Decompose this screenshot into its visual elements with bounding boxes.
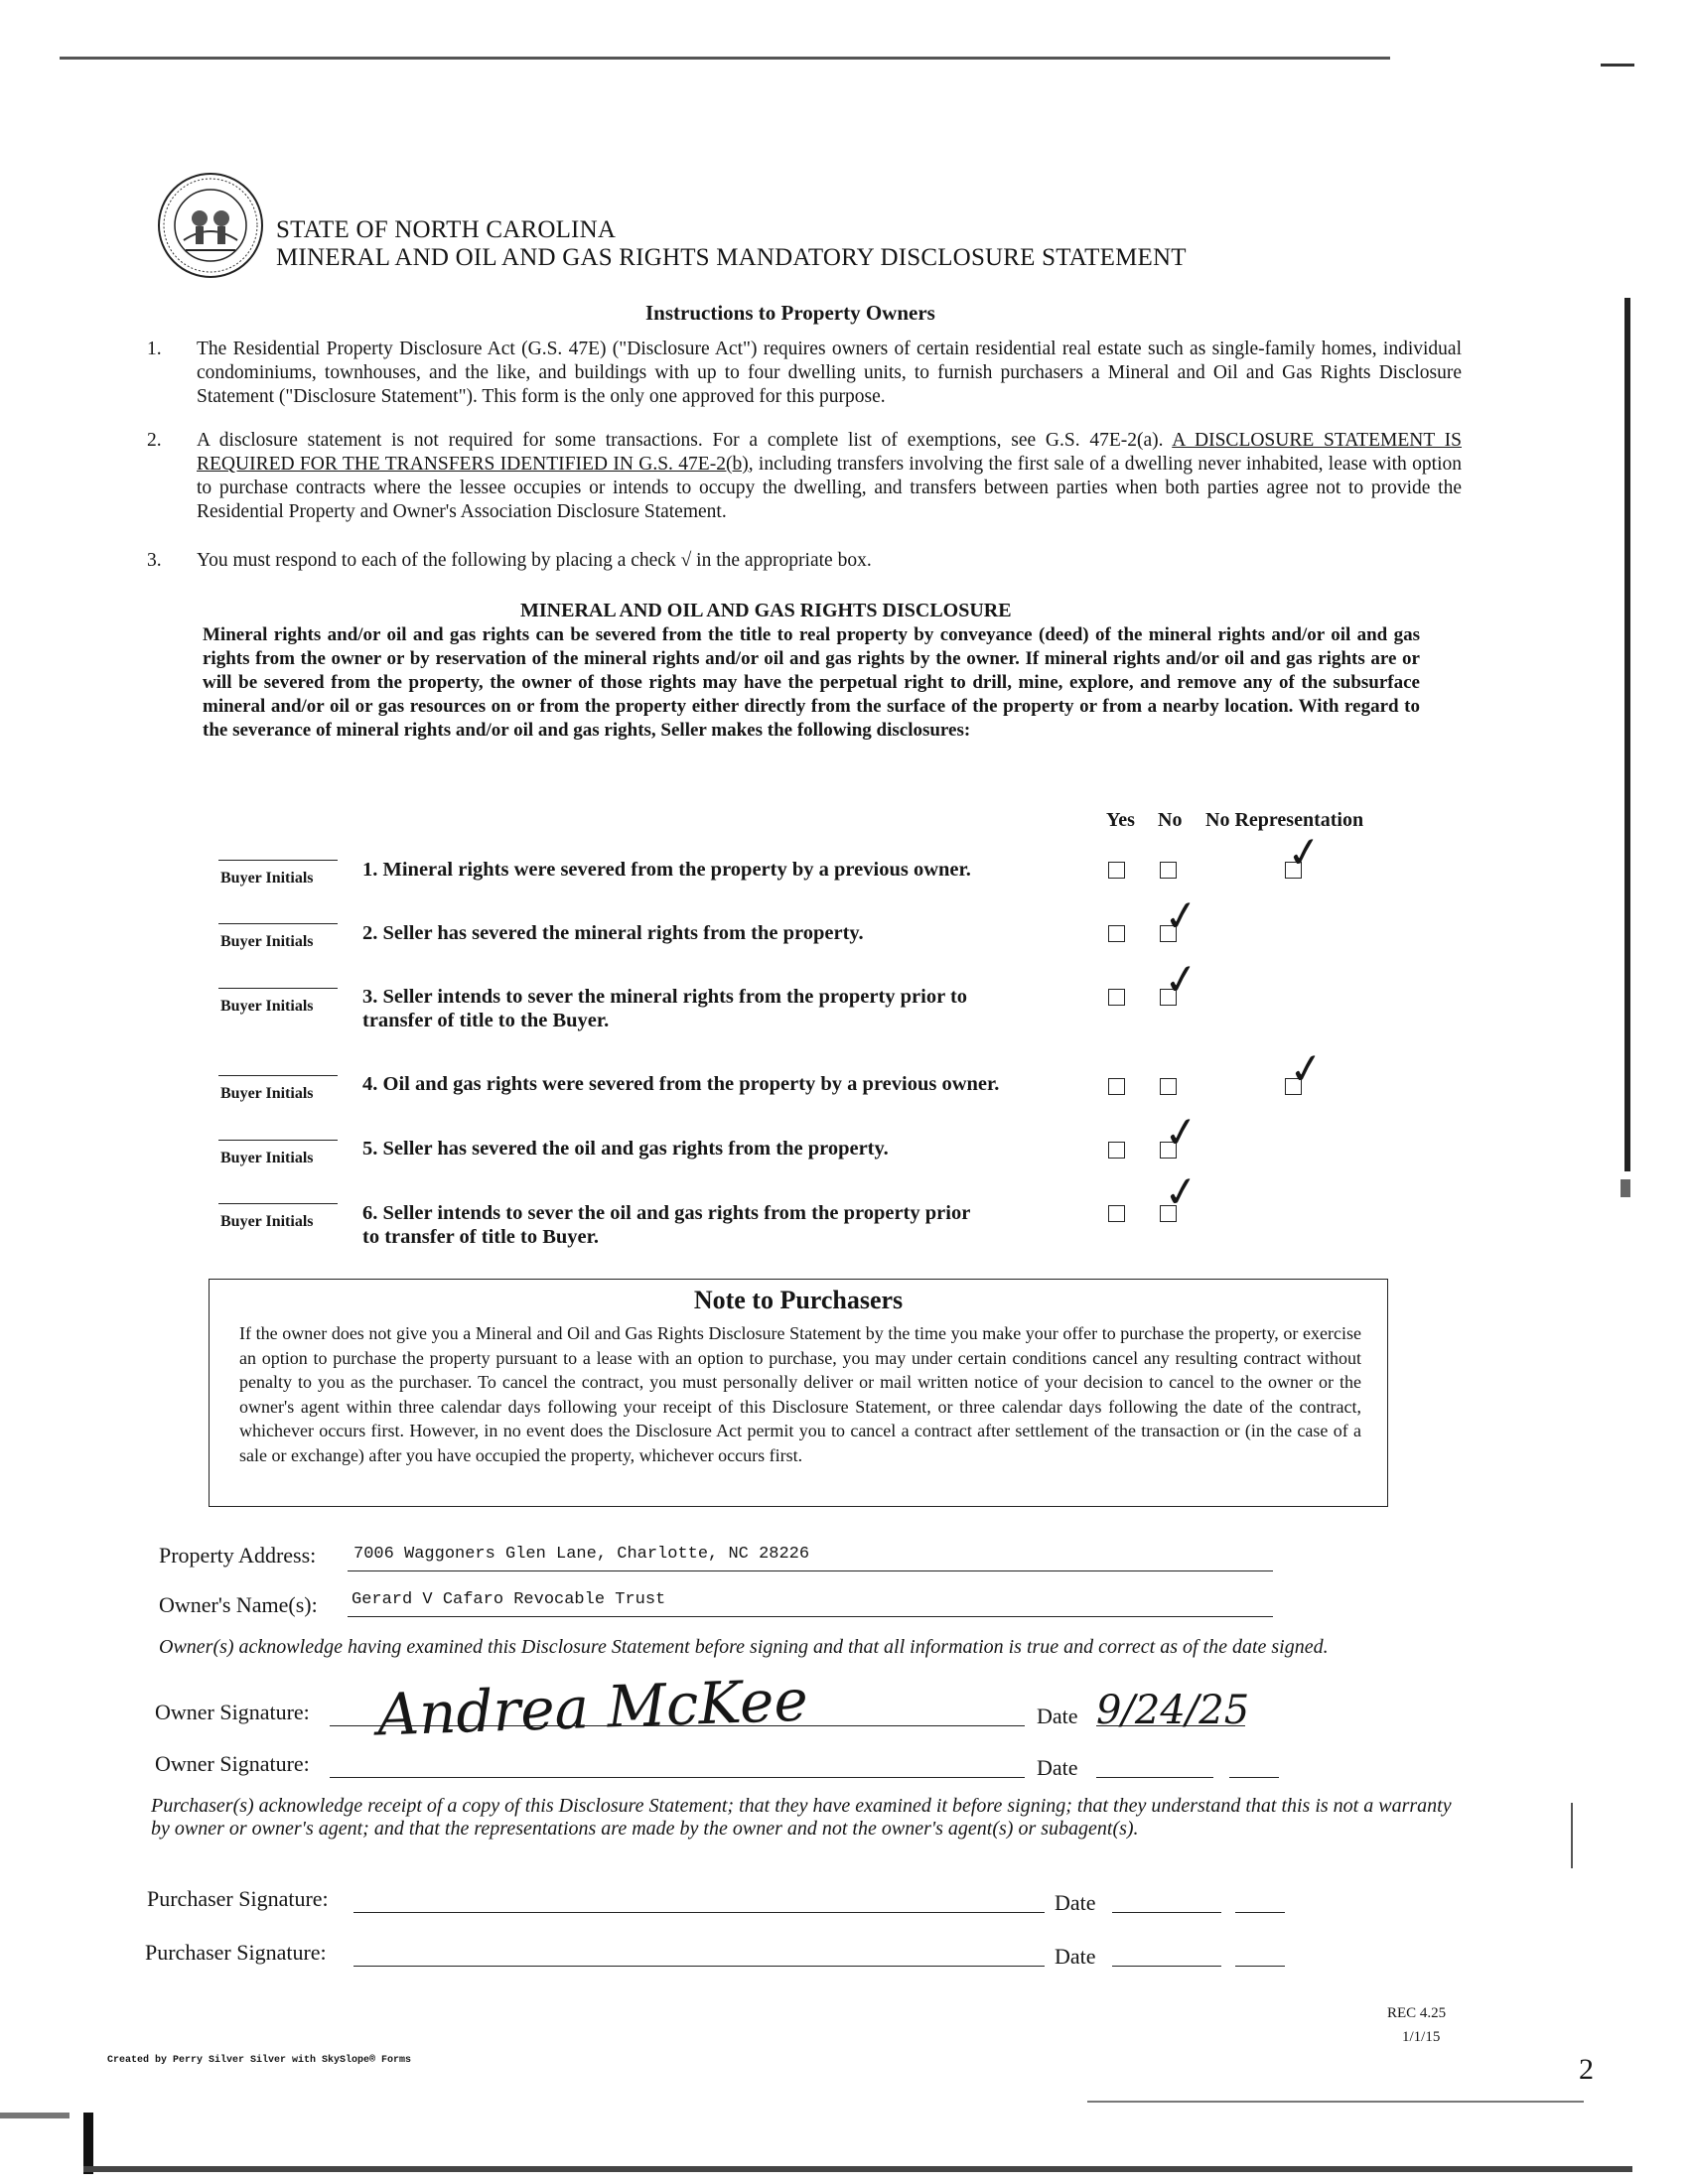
property-address-value: 7006 Waggoners Glen Lane, Charlotte, NC 28226 <box>353 1545 810 1564</box>
note-body: If the owner does not give you a Mineral and Oil and Gas Rights Disclosure Statement by the time you make your offer to purchase the property, or exercise an option to purchase the property pursuant to a lease with an option to purchase, you may under certain conditions cancel any resulting contract without penalty to you as the purchaser. To cancel the contract, you must personally deliver or mail written notice of your decision to cancel to the owner or the owner's agent within three calendar days following your receipt of this Disclosure Statement, or three calendar days following the date of the contract, whichever occurs first. However, in no event does the Disclosure Act permit you to cancel a contract after settlement of the transaction or (in the case of a sale or exchange) after you have occupied the property, whichever occurs first. <box>239 1323 1361 1465</box>
checkmark-icon: ✓ <box>1160 952 1202 1007</box>
checkbox-no-4[interactable] <box>1160 1078 1177 1095</box>
purchaser-acknowledgement: Purchaser(s) acknowledge receipt of a copy of this Disclosure Statement; that they have examined it before signing; that they understand that this is not a warranty by owner or owner's agent; and that the representations are made by the owner and not the owner's agent(s) or subagent(s). <box>151 1795 1452 1840</box>
owner-date-field-2[interactable] <box>1096 1761 1213 1778</box>
purchaser-year-field-1[interactable] <box>1235 1896 1285 1913</box>
checkmark-icon: ✓ <box>1285 1041 1328 1096</box>
instruction-text: You must respond to each of the following by placing a check √ in the appropriate box. <box>197 550 872 571</box>
checkmark-icon: ✓ <box>1283 825 1326 880</box>
purchaser-date-field-2[interactable] <box>1112 1950 1221 1967</box>
scan-artifact-bottom-bracket <box>83 2113 93 2174</box>
owner-signature-label: Owner Signature: <box>155 1700 310 1724</box>
owner-names-field[interactable] <box>348 1590 1273 1617</box>
instruction-text: A disclosure statement is not required for some transactions. For a complete list of exemptions, see G.S. 47E-2(a). <box>197 430 1173 451</box>
owner-signature-field-2[interactable] <box>330 1761 1025 1778</box>
scan-artifact-top-right <box>1601 64 1634 67</box>
date-label: Date <box>1055 1890 1096 1915</box>
instruction-text: The Residential Property Disclosure Act (G.S. 47E) ("Disclosure Act") requires owners of certain residential real estate such as single-family homes, individual condominiums, townhouses, and the like, and buildings with up to four dwelling units, to furnish purchasers a Mineral and Oil and Gas Rights Disclosure Statement ("Disclosure Statement"). This form is the only one approved for this purpose. <box>197 339 1462 407</box>
scan-artifact-bottom-rule <box>83 2166 1632 2172</box>
instruction-item-2 <box>147 429 1462 524</box>
checkbox-yes-2[interactable] <box>1108 925 1125 942</box>
buyer-initials-line[interactable] <box>218 988 338 989</box>
checkbox-no-1[interactable] <box>1160 862 1177 879</box>
instruction-number: 1. <box>147 339 162 359</box>
note-to-purchasers-box <box>209 1279 1388 1507</box>
scan-artifact-right-mark <box>1571 1803 1573 1868</box>
checkbox-yes-3[interactable] <box>1108 989 1125 1006</box>
disclosure-body: Mineral rights and/or oil and gas rights can be severed from the title to real property by conveyance (deed) of the mineral rights and/or oil and gas rights from the owner or by reservation of the mineral rights and/or oil and gas rights by the owner. If mineral rights and/or oil and gas rights are or will be severed from the property, the owner of those rights may have the perpetual right to drill, mine, explore, and remove any of the subsurface mineral and/or oil or gas resources on or from the property either directly from the surface of the property or from a nearby location. With regard to the severance of mineral rights and/or oil and gas rights, Seller makes the following disclosures: <box>203 624 1420 741</box>
scan-artifact-top <box>60 57 1390 60</box>
purchaser-year-field-2[interactable] <box>1235 1950 1285 1967</box>
scan-artifact-right-edge <box>1624 298 1630 1171</box>
property-address-label: Property Address: <box>159 1543 317 1568</box>
instruction-number: 2. <box>147 430 162 451</box>
checkmark-icon: ✓ <box>1160 888 1202 943</box>
checkbox-yes-4[interactable] <box>1108 1078 1125 1095</box>
purchaser-signature-field-2[interactable] <box>353 1950 1045 1967</box>
owner-signature-label: Owner Signature: <box>155 1751 310 1776</box>
buyer-initials-line[interactable] <box>218 923 338 924</box>
disclosure-statement-5: 5. Seller has severed the oil and gas rights from the property. <box>362 1138 889 1160</box>
form-title: MINERAL AND OIL AND GAS RIGHTS MANDATORY DISCLOSURE STATEMENT <box>276 244 1187 271</box>
disclosure-statement-1: 1. Mineral rights were severed from the property by a previous owner. <box>362 859 971 881</box>
form-code: REC 4.25 <box>1387 2005 1447 2021</box>
date-label: Date <box>1055 1944 1096 1969</box>
buyer-initials-label: Buyer Initials <box>220 998 314 1015</box>
checkmark-icon: ✓ <box>1160 1164 1202 1219</box>
instruction-item-3 <box>147 549 1462 573</box>
state-heading: STATE OF NORTH CAROLINA <box>276 216 617 243</box>
purchaser-signature-label: Purchaser Signature: <box>147 1886 329 1911</box>
buyer-initials-label: Buyer Initials <box>220 1150 314 1166</box>
scan-artifact-bottom-dash <box>1087 2101 1584 2103</box>
buyer-initials-label: Buyer Initials <box>220 1213 314 1230</box>
purchaser-signature-label: Purchaser Signature: <box>145 1940 327 1965</box>
property-address-field[interactable] <box>348 1545 1273 1571</box>
buyer-initials-line[interactable] <box>218 860 338 861</box>
disclosure-statement-line: 3. Seller intends to sever the mineral rights from the property prior to <box>362 986 968 1008</box>
owner-year-field-2[interactable] <box>1229 1761 1279 1778</box>
created-by: Created by Perry Silver Silver with SkySlope® Forms <box>107 2055 412 2066</box>
owner-names-label: Owner's Name(s): <box>159 1592 318 1617</box>
buyer-initials-line[interactable] <box>218 1203 338 1204</box>
note-title: Note to Purchasers <box>693 1286 904 1314</box>
checkbox-yes-5[interactable] <box>1108 1142 1125 1159</box>
buyer-initials-line[interactable] <box>218 1075 338 1076</box>
disclosure-heading: MINERAL AND OIL AND GAS RIGHTS DISCLOSURE <box>520 600 1012 621</box>
instruction-text-underlined: A DISCLOSURE STATEMENT IS REQUIRED FOR THE TRANSFERS IDENTIFIED IN G.S. 47E-2(b) <box>197 430 1462 475</box>
scan-artifact-right-notch <box>1621 1179 1630 1197</box>
purchaser-signature-field-1[interactable] <box>353 1896 1045 1913</box>
owner-names-value: Gerard V Cafaro Revocable Trust <box>352 1590 666 1609</box>
owner-date-value: 9/24/25 <box>1096 1688 1250 1733</box>
date-label: Date <box>1037 1704 1078 1728</box>
owner-signature-value: Andrea McKee <box>375 1666 809 1749</box>
checkmark-icon: ✓ <box>1160 1105 1202 1160</box>
instruction-number: 3. <box>147 550 162 571</box>
date-label: Date <box>1037 1755 1078 1780</box>
checkbox-yes-6[interactable] <box>1108 1205 1125 1222</box>
disclosure-statement-2: 2. Seller has severed the mineral rights from the property. <box>362 922 864 944</box>
buyer-initials-label: Buyer Initials <box>220 1085 314 1102</box>
disclosure-statement-4: 4. Oil and gas rights were severed from the property by a previous owner. <box>362 1073 1000 1095</box>
state-seal-icon <box>156 171 265 280</box>
disclosure-statement-line: 6. Seller intends to sever the oil and gas rights from the property prior <box>362 1202 971 1224</box>
form-date: 1/1/15 <box>1402 2029 1441 2045</box>
disclosure-statement-line: to transfer of title to Buyer. <box>362 1226 599 1248</box>
instruction-item-1 <box>147 338 1462 409</box>
page-number: 2 <box>1579 2053 1594 2086</box>
purchaser-date-field-1[interactable] <box>1112 1896 1221 1913</box>
buyer-initials-label: Buyer Initials <box>220 870 314 887</box>
disclosure-statement-3 <box>362 985 967 1032</box>
column-no: No <box>1158 809 1183 831</box>
column-no-representation: No Representation <box>1205 809 1364 831</box>
scan-artifact-bottom-left <box>0 2113 70 2118</box>
owner-acknowledgement: Owner(s) acknowledge having examined this Disclosure Statement before signing and that all information is true and correct as of the date signed. <box>159 1636 1329 1658</box>
column-yes: Yes <box>1106 809 1135 831</box>
instructions-heading: Instructions to Property Owners <box>645 301 935 325</box>
disclosure-statement-6 <box>362 1201 970 1249</box>
checkbox-yes-1[interactable] <box>1108 862 1125 879</box>
buyer-initials-label: Buyer Initials <box>220 933 314 950</box>
instruction-text: , including transfers involving the first sale of a dwelling never inhabited, lease with option to purchase contracts where the lessee occupies or intends to occupy the dwelling, and transfers between parties when both parties agree not to provide the Residential Property and Owner's Association Disclosure Statement. <box>197 454 1462 522</box>
buyer-initials-line[interactable] <box>218 1140 338 1141</box>
disclosure-statement-line: transfer of title to the Buyer. <box>362 1010 610 1031</box>
